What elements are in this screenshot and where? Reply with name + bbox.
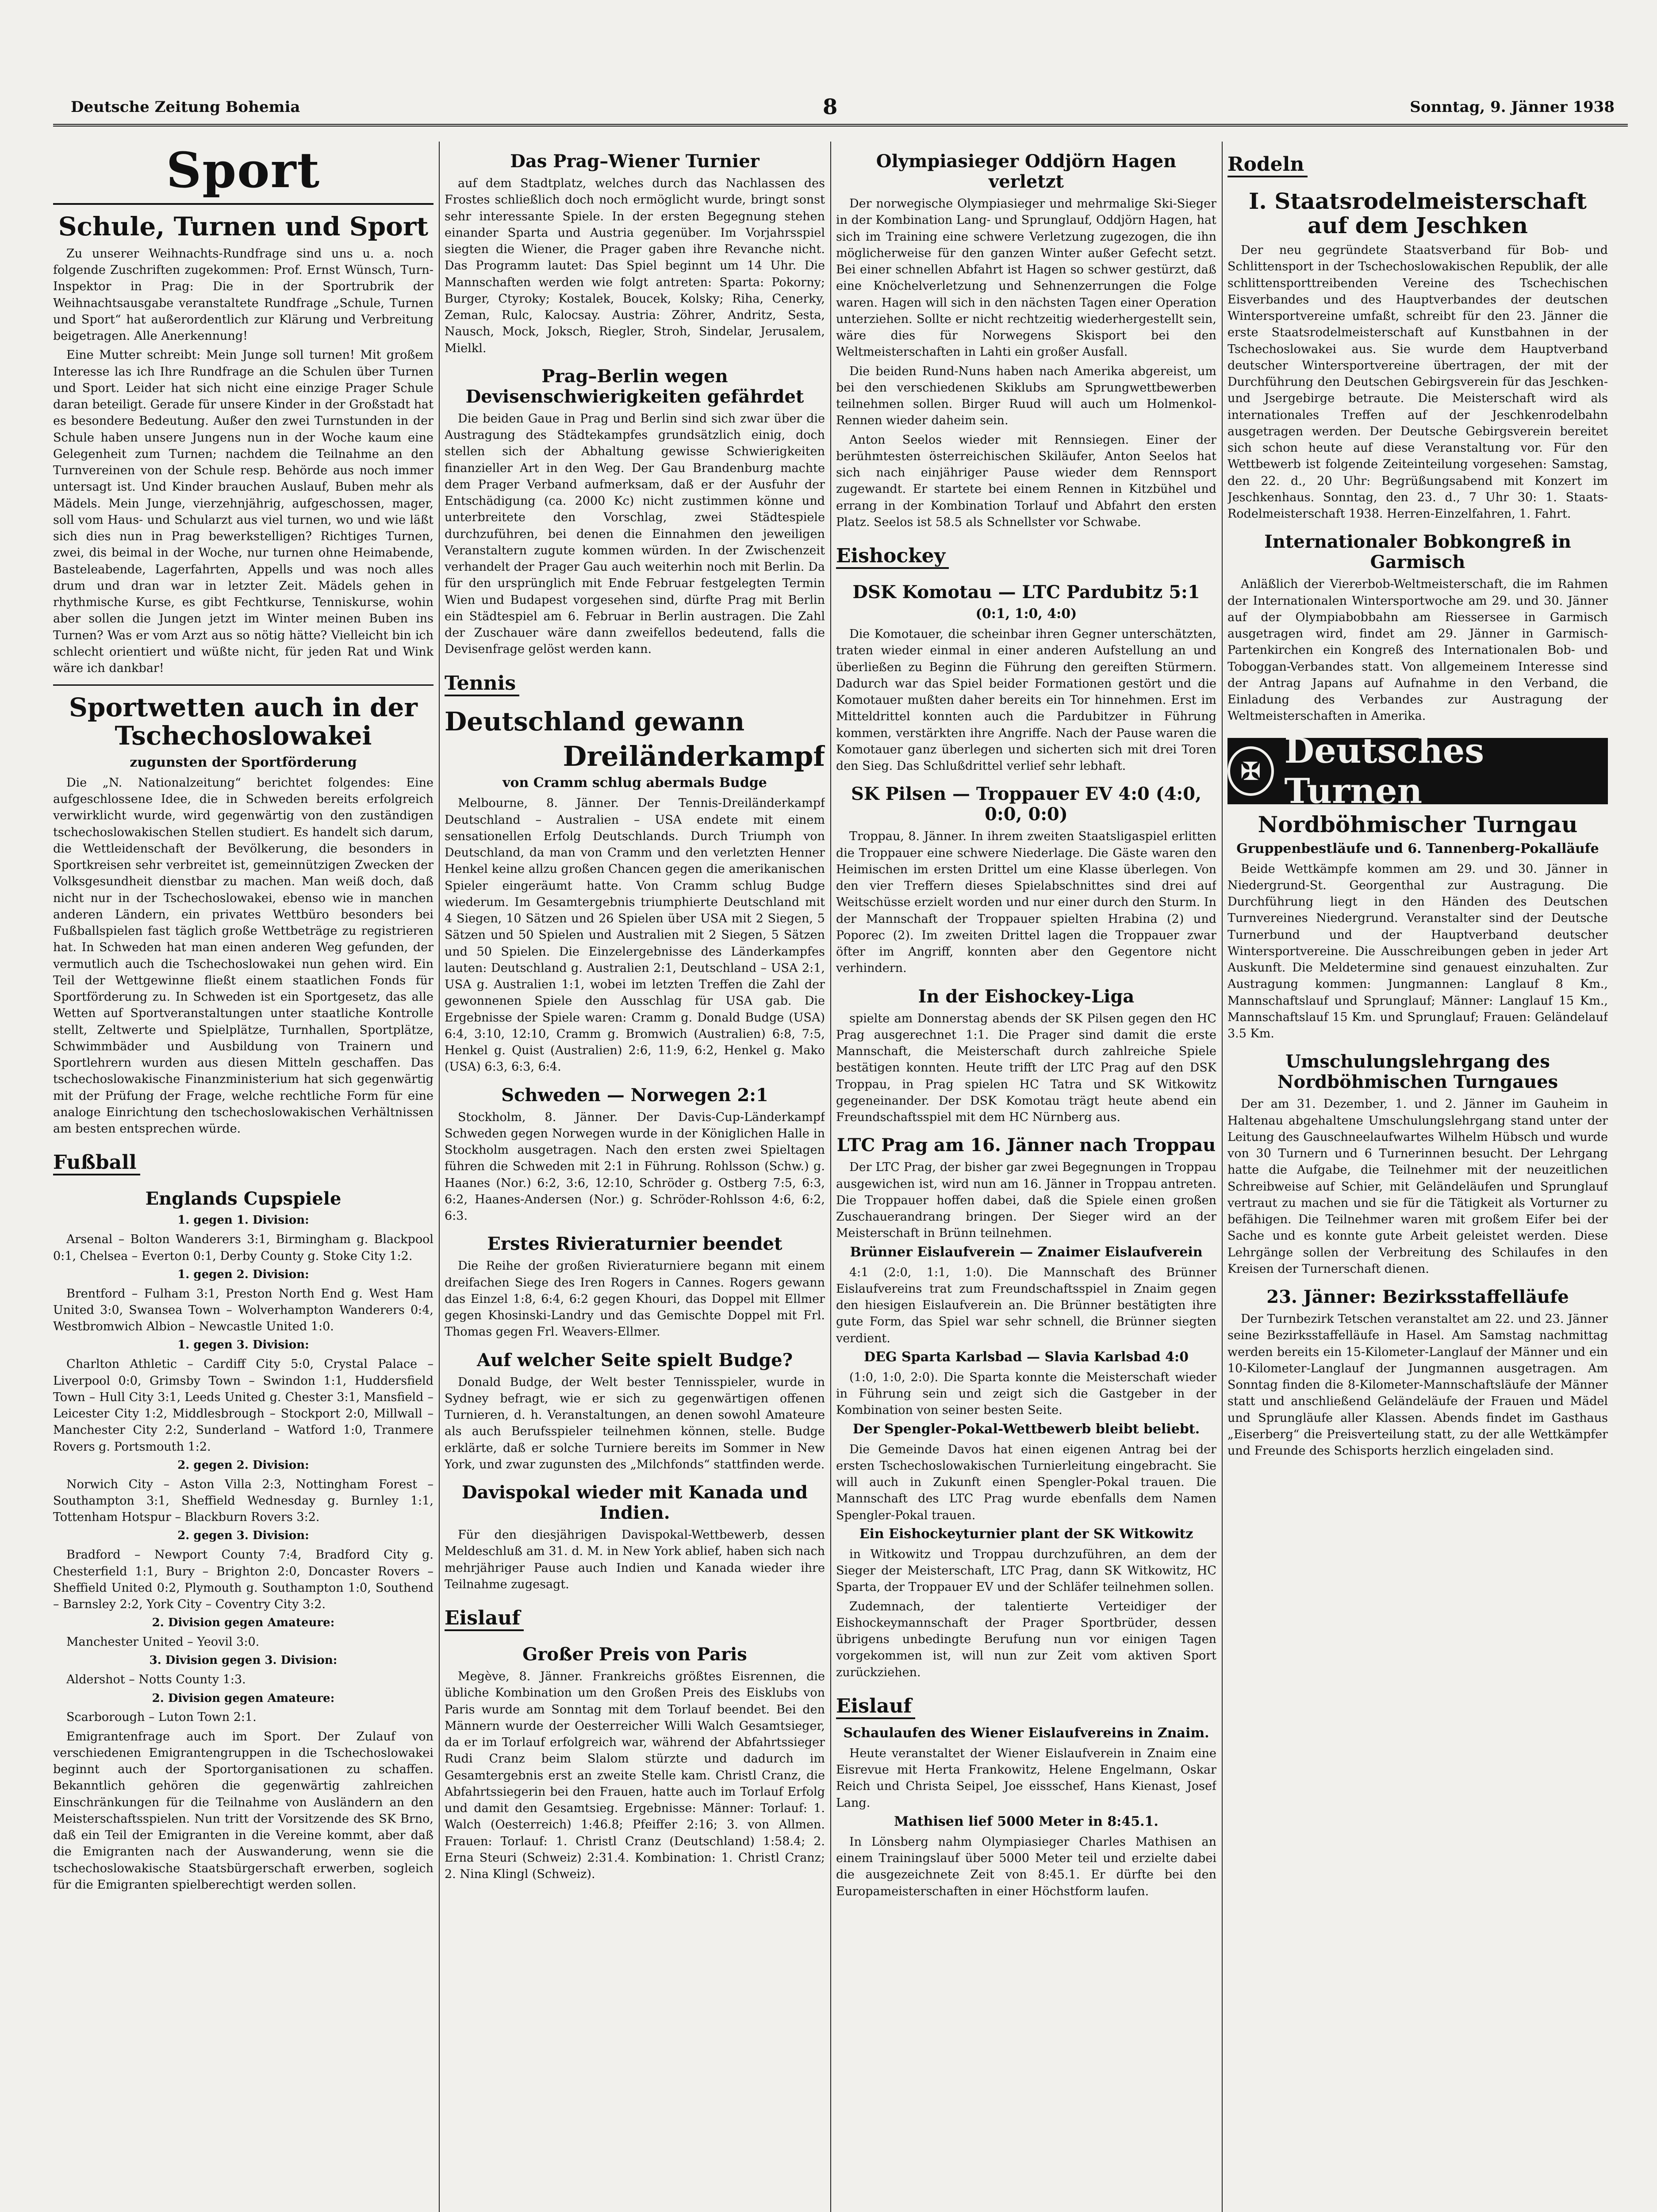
article-staatsrodelmeisterschaft: Der neu gegründete Staatsverband für Bob- und Schlittensport in der Tschechoslowakischen Republik, der alle schlittensporttreibenden Vereine des Tschechischen Eisverbandes und des Hauptverbandes der deutschen Wintersportvereine umfaßt, schreibt für den 23. Jänner die erste Staatsrodelmeisterschaft auf Kunstbahnen in der Tschechoslowakei aus. Sie wurde dem Hauptverband deutscher Wintersportvereine übertragen, der mit der Durchführung den Deutschen Gebirgsverein für das Jeschken- und Jsergebirge betraute. Die Meisterschaft wird als internationales Treffen auf der Jeschkenrodelbahn ausgetragen werden. Der Deutsche Gebirgsverein bereitet sich schon heute auf diese Veranstaltung vor. Für den Wettbewerb ist folgende Zeiteinteilung vorgesehen: Samstag, den 22. d., 20 Uhr: Begrüßungsabend mit Konzert im Jeschkenhaus. Sonntag, den 23. d., 7 Uhr 30: 1. Staats-Rodelmeisterschaft 1938. Herren-Einzelfahren, 1. Fahrt.: [1227, 243, 1608, 521]
article-witkowitz: in Witkowitz und Troppau durchzuführen, an dem der Sieger der Meisterschaft, LTC Prag, dann SK Witkowitz, HC Sparta, der Troppauer EV und der Schläfer teilnehmen sollen.: [836, 1547, 1216, 1594]
headline-bruenner: Brünner Eislaufverein — Znaimer Eislaufverein: [850, 1244, 1203, 1260]
column-4: [1227, 142, 1608, 2212]
section-fussball: Fußball: [53, 1151, 140, 1175]
division-label: 2. gegen 3. Division:: [177, 1529, 309, 1543]
column-3: [836, 142, 1216, 2212]
article-liga: spielte am Donnerstag abends der SK Pilsen gegen den HC Prag ausgerechnet 1:1. Die Prager sind damit die erste Mannschaft, die Meisterschaft durch zahlreiche Spiele bestätigen konnten. Heute trifft der LTC Prag auf den DSK Troppau, in Prag spielen HC Tatra und SK Witkowitz gegeneinander. Der DSK Komotau trägt heute abend ein Freundschaftsspiel mit dem HC Nürnberg aus.: [836, 1011, 1216, 1124]
article-melbourne: Melbourne, 8. Jänner. Der Tennis-Dreiländerkampf Deutschland – Australien – USA endete mit einem sensationellen Erfolg Deutschlands. Durch Triumph von Deutschland, da man von Cramm und den verletzten Henner Henkel keine allzu großen Chancen gegen die amerikanischen Spieler eingeräumt hatte. Von Cramm schlug Budge wiederum. Im Gesamtergebnis triumphierte Deutschland mit 4 Siegen, 10 Sätzen und 26 Spielen über USA mit 2 Siegen, 5 Sätzen und 50 Spielen und Australien mit 2 Siegen, 5 Sätzen und 50 Spielen. Die Einzelergebnisse des Länderkampfes lauten: Deutschland g. Australien 2:1, Deutschland – USA 2:1, USA g. Australien 1:1, wobei im letzten Treffen die Zahl der gewonnenen Spiele den Ausschlag für USA gab. Die Ergebnisse der Spiele waren: Cramm g. Donald Budge (USA) 6:4, 3:10, 12:10, Cramm g. Bromwich (Australien) 6:8, 7:5, Henkel g. Quist (Australien) 2:6, 11:9, 6:2, Henkel g. Mako (USA) 6:3, 6:3, 6:4.: [445, 796, 825, 1074]
results-text: Bradford – Newport County 7:4, Bradford City g. Chesterfield 1:1, Bury – Brighton 2:0, Doncaster Rovers – Sheffield United 0:2, Plymouth g. Southampton 1:0, Southend – Barnsley 2:2, York City – Coventry City 3:2.: [53, 1548, 433, 1612]
column-rule: [1222, 142, 1223, 2212]
deutsches-turnen-banner: [1227, 730, 1608, 811]
section-eislauf: Eislauf: [445, 1607, 524, 1631]
headline-schweden: Schweden — Norwegen 2:1: [501, 1084, 768, 1106]
headline-cupspiele: Englands Cupspiele: [145, 1188, 341, 1210]
newspaper-page: [53, 93, 1628, 2212]
article-davis: Für den diesjährigen Davispokal-Wettbewerb, dessen Meldeschluß am 31. d. M. in New York ablief, haben sich nach mehrjähriger Pause auch Indien und Kanada wieder ihre Teilnahme zugesagt.: [445, 1528, 825, 1591]
headline-komotau: DSK Komotau — LTC Pardubitz 5:1: [852, 582, 1200, 603]
headline-ltc: LTC Prag am 16. Jänner nach Troppau: [836, 1135, 1216, 1156]
results-text: Norwich City – Aston Villa 2:3, Nottingham Forest – Southampton 3:1, Sheffield Wednesday g. Burnley 1:1, Tottenham Hotspur – Blackburn Rovers 3:2.: [53, 1477, 433, 1525]
results-text: Aldershot – Notts County 1:3.: [66, 1673, 246, 1687]
results-text: Scarborough – Luton Town 2:1.: [66, 1710, 257, 1724]
score-komotau: (0:1, 1:0, 4:0): [975, 606, 1077, 622]
issue-date: Sonntag, 9. Jänner 1938: [1410, 98, 1615, 116]
subheadline-cramm: von Cramm schlug abermals Budge: [502, 775, 767, 791]
headline-witkowitz: Ein Eishockeyturnier plant der SK Witkowitz: [859, 1526, 1193, 1542]
sport-section-title: Sport: [53, 142, 433, 205]
section-rodeln: Rodeln: [1227, 153, 1308, 177]
headline-garmisch: Internationaler Bobkongreß in Garmisch: [1264, 531, 1571, 573]
headline-davis: Davispokal wieder mit Kanada und Indien.: [461, 1482, 808, 1524]
results-text: Arsenal – Bolton Wanderers 3:1, Birmingham g. Blackpool 0:1, Chelsea – Everton 0:1, Derby County g. Stoke City 1:2.: [53, 1233, 433, 1263]
article-schule: Zu unserer Weihnachts-Rundfrage sind uns u. a. noch folgende Zuschriften zugekommen: Prof. Ernst Wünsch, Turn-Inspektor in Prag: Die in der Sportrubrik der Weihnachtsausgabe veranstaltete Rundfrage „Schule, Turnen und Sport“ hat außerordentlich zur Klärung und Verbreitung beigetragen. Alle Anerkennung!: [53, 246, 433, 343]
section-tennis: Tennis: [445, 672, 519, 696]
headline-sportwetten: Sportwetten auch in der Tschechoslowakei: [69, 692, 418, 751]
headline-dreilaenderkampf: Dreiländerkampf: [563, 740, 825, 773]
headline-bezirksstaffel: 23. Jänner: Bezirksstaffelläufe: [1266, 1286, 1569, 1307]
headline-mathisen: Mathisen lief 5000 Meter in 8:45.1.: [894, 1813, 1158, 1829]
division-label: 1. gegen 3. Division:: [177, 1338, 309, 1352]
column-rule: [439, 142, 440, 2212]
results-text: Brentford – Fulham 3:1, Preston North End g. West Ham United 3:0, Swansea Town – Wolverhampton Wanderers 0:4, Westbromwich Albion – Newcastle United 1:0.: [53, 1286, 433, 1334]
division-label: 1. gegen 2. Division:: [177, 1267, 309, 1281]
headline-wiener: Schaulaufen des Wiener Eislaufvereins in Znaim.: [843, 1725, 1209, 1741]
page-header: [53, 93, 1628, 127]
article-mathisen: In Lönsberg nahm Olympiasieger Charles Mathisen an einem Trainingslauf über 5000 Meter teil und erzielte dabei die ausgezeichnete Zeit von 8:45.1. Er dürfte bei den Europameisterschaften in einer Höchstform laufen.: [836, 1835, 1216, 1898]
headline-paris: Großer Preis von Paris: [522, 1644, 747, 1665]
headline-staatsrodelmeisterschaft: I. Staatsrodelmeisterschaft auf dem Jeschken: [1249, 188, 1587, 238]
headline-spengler: Der Spengler-Pokal-Wettbewerb bleibt beliebt.: [852, 1421, 1200, 1437]
headline-sparta: DEG Sparta Karlsbad — Slavia Karlsbad 4:0: [864, 1349, 1189, 1365]
headline-umschulung: Umschulungslehrgang des Nordböhmischen Turngaues: [1277, 1051, 1558, 1093]
article-olympia: Der norwegische Olympiasieger und mehrmalige Ski-Sieger in der Kombination Lang- und Sprunglauf, Oddjörn Hagen, hat sich im Training eine schwere Verletzung zugezogen, die ihn möglicherweise für den ganzen Winter außer Gefecht setzt. Bei einer schnellen Abfahrt ist Hagen so schwer gestürzt, daß eine Knöchelverletzung und Sehnenzerrungen die Folge waren. Hagen will sich in den nächsten Tagen einer Operation unterziehen. Sollte er nicht rechtzeitig wiederhergestellt sein, wäre dies für Norwegens Skisport bei den Weltmeisterschaften in Lahti ein großer Ausfall.: [836, 197, 1216, 359]
section-eishockey: Eishockey: [836, 545, 949, 569]
division-label: 2. gegen 2. Division:: [177, 1458, 309, 1472]
headline-prag-berlin: Prag–Berlin wegen Devisenschwierigkeiten gefährdet: [465, 365, 804, 407]
subheadline-sportwetten: zugunsten der Sportförderung: [130, 754, 357, 770]
page-number: 8: [823, 95, 838, 119]
column-2: [445, 142, 825, 2212]
article-prag-berlin: Die beiden Gaue in Prag und Berlin sind sich zwar über die Austragung des Städtekampfes grundsätzlich einig, doch stellen sich der Abhaltung gewisse Schwierigkeiten finanzieller Art in den Weg. Der Gau Brandenburg machte dem Prager Verband aufmerksam, daß er der Ausfuhr der Entschädigung (ca. 2000 Kc) nicht zustimmen könne und unterbreitete den Vorschlag, zwei Städtespiele durchzuführen, bei denen die Einnahmen den jeweiligen Veranstaltern zugute kommen würden. In der Zwischenzeit verhandelt der Prager Gau auch weiterhin noch mit Berlin. Da für den ursprünglich mit Ende Februar festgelegten Termin Wien und Budapest vorgesehen sind, dürfte Prag mit Berlin ein Städtespiel am 6. Februar in Berlin austragen. Die Zahl der Zuschauer wäre dann zweifellos bedeutend, falls die Devisenfrage gelöst werden kann.: [445, 411, 825, 657]
article-turnier: auf dem Stadtplatz, welches durch das Nachlassen des Frostes schließlich doch noch ermöglicht wurde, bringt sonst sehr interessante Spiele. In der ersten Begegnung stehen einander Sparta und Austria gegenüber. Im Vorjahrsspiel siegten die Wiener, die Prager gaben ihre Revanche nicht. Das Programm lautet: Das Spiel beginnt um 14 Uhr. Die Mannschaften werden wie folgt antreten: Sparta: Pokorny; Burger, Ctyroky; Kostalek, Boucek, Kolsky; Riha, Cenerky, Zeman, Rulc, Kalocsay. Austria: Zöhrer, Andritz, Sesta, Nausch, Mock, Joksch, Riegler, Stroh, Sindelar, Jerusalem, Mielkl.: [445, 177, 825, 355]
results-text: Manchester United – Yeovil 3:0.: [66, 1635, 260, 1649]
article-sportwetten: Die „N. Nationalzeitung“ berichtet folgendes: Eine aufgeschlossene Idee, die in Schweden bereits erfolgreich verwirklicht wurde, wird gegenwärtig von den zuständigen tschechoslowakischen Stellen studiert. Es handelt sich darum, die Wettleidenschaft der Bevölkerung, die besonders in Sportkreisen sehr verbreitet ist, gemeinnützigen Zwecken der Volksgesundheit dienstbar zu machen. Man weiß doch, daß nicht nur in der Tschechoslowakei, ebenso wie in manchen anderen Ländern, ein privates Wettbüro besonders bei Fußballspielen fast täglich große Wettbeträge zu registrieren hat. In Schweden hat man einen anderen Weg gefunden, der vermutlich auch die Tschechoslowakei nun gehen wird. Ein Teil der Wettgewinne fließt einem staatlichen Fonds für Sportförderung zu. In Schweden ist ein Sportgesetz, das alle Wetten auf Sportveranstaltungen unter staatliche Kontrolle stellt, Zeltwerte und Spielplätze, Turnhallen, Sportplätze, Schwimmbäder und Ausbildung von Trainern und Sportlehrern wurden aus diesen Mitteln geschaffen. Das tschechoslowakische Finanzministerium hat sich gegenwärtig mit der Prüfung der Frage, welche rechtliche Form für eine analoge Einrichtung den tschechoslowakischen Verhältnissen am besten entsprechen würde.: [53, 776, 433, 1136]
column-1: [53, 142, 433, 2212]
subheadline-nordboehmischer-turngau: Gruppenbestläufe und 6. Tannenberg-Pokalläufe: [1236, 841, 1599, 856]
divider: [53, 684, 433, 686]
article-pilsen: Troppau, 8. Jänner. In ihrem zweiten Staatsligaspiel erlitten die Troppauer eine schwere Niederlage. Die Gäste waren den Heimischen im ersten Drittel um eine Klasse überlegen. Von den vier Treffern dieses Spielabschnittes sind drei auf Weitschüsse erzielt worden und nur einer durch den Sturm. In der Mannschaft der Troppauer spielten Hrabina (2) und Poporec (2). Im zweiten Drittel lagen die Troppauer zwar öfter im Angriff, konnten aber den Gegentore nicht verhindern.: [836, 830, 1216, 975]
headline-pilsen: SK Pilsen — Troppauer EV 4:0 (4:0, 0:0, 0:0): [851, 783, 1202, 825]
division-label: 1. gegen 1. Division:: [177, 1214, 309, 1227]
headline-schule: Schule, Turnen und Sport: [58, 211, 429, 242]
article-umschulung: Der am 31. Dezember, 1. und 2. Jänner im Gauheim in Haltenau abgehaltene Umschulungslehrgang stand unter der Leitung des Gauschneelaufwartes Wilhelm Hübsch und wurde von 30 Turnern und 6 Turnerinnen besucht. Der Lehrgang hatte die Aufgabe, die Teilnehmer mit der neuzeitlichen Schreibweise auf Schier, mit Geländeläufen und Sprunglauf vertraut zu machen und sie für die Tätigkeit als Vorturner zu befähigen. Die Teilnehmer waren mit großem Eifer bei der Sache und es konnte gute Arbeit geleistet werden. Diese Lehrgänge sollen der Verbreitung des Schilaufes in den Kreisen der Turnerschaft dienen.: [1227, 1097, 1608, 1276]
article-gasteiner: Zudemnach, der talentierte Verteidiger der Eishockeymannschaft der Prager Sportbrüder, dessen übrigens unbedingte Berufung nun vor einigen Tagen vorgekommen ist, will nun zur Zeit vom aktiven Sport zurückziehen.: [836, 1599, 1216, 1679]
article-riviera: Die Reihe der großen Rivieraturniere begann mit einem dreifachen Siege des Iren Rogers in Cannes. Rogers gewann das Einzel 1:8, 6:4, 6:2 gegen Khouri, das Doppel mit Ellmer gegen Khosinski-Landry und das Gemischte Doppel mit Frl. Thomas gegen Frl. Weavers-Ellmer.: [445, 1259, 825, 1339]
headline-budge: Auf welcher Seite spielt Budge?: [476, 1349, 793, 1371]
headline-nordboehmischer-turngau: Nordböhmischer Turngau: [1258, 811, 1578, 837]
article-seelos: Anton Seelos wieder mit Rennsiegen. Einer der berühmtesten österreichischen Skiläufer, Anton Seelos hat sich nach einjähriger Pause wieder dem Rennsport zugewandt. Er startete bei einem Rennen in Kitzbühel und errang in der Kombination Torlauf und Abfahrt den ersten Platz. Seelos ist 58.5 als Schnellster vor Schwabe.: [836, 433, 1216, 529]
results-text: Charlton Athletic – Cardiff City 5:0, Crystal Palace – Liverpool 0:0, Grimsby Town – Swindon 1:1, Huddersfield Town – Hull City 3:1, Leeds United g. Chester 3:1, Mansfield – Leicester City 1:2, Middlesbrough – Stockport 2:0, Millwall – Manchester City 2:2, Sunderland – Watford 1:0, Tranmere Rovers g. Portsmouth 1:2.: [53, 1357, 433, 1454]
division-label: 3. Division gegen 3. Division:: [149, 1654, 338, 1667]
article-garmisch: Anläßlich der Viererbob-Weltmeisterschaft, die im Rahmen der Internationalen Wintersportwoche am 29. und 30. Jänner auf der Olympiabobbahn am Riessersee in Garmisch ausgetragen wird, findet am 29. Jänner in Garmisch-Partenkirchen ein Kongreß des Internationalen Bob- und Toboggan-Verbandes statt. Von allgemeinem Interesse sind der Antrag Japans auf Aufnahme in den Verband, die Einladung des Verbandes zur Austragung der Weltmeisterschaften in Amerika.: [1227, 577, 1608, 723]
section-eislauf-2: Eislauf: [836, 1695, 915, 1719]
article-bezirksstaffel: Der Turnbezirk Tetschen veranstaltet am 22. und 23. Jänner seine Bezirksstaffelläufe in Hasel. Am Samstag nachmittag werden bereits ein 15-Kilometer-Langlauf der Männer und ein 10-Kilometer-Langlauf der Jungmannen ausgetragen. Am Sonntag finden die 8-Kilometer-Mannschaftsläufe der Männer statt und anschließend Geländeläufe der Frauen und Mädel und Sprungläufe aller Klassen. Abends findet im Gasthaus „Eiserberg“ die Preisverteilung statt, zu der alle Wettkämpfer und Freunde des Schisports herzlich eingeladen sind.: [1227, 1312, 1608, 1458]
article-wiener: Heute veranstaltet der Wiener Eislaufverein in Znaim eine Eisrevue mit Herta Frankowitz, Helene Engelmann, Oskar Reich und Christa Seipel, Joe eissschef, Hans Kienast, Josef Lang.: [836, 1746, 1216, 1810]
banner-title: Deutsches Turnen: [1284, 730, 1484, 811]
article-sparta: (1:0, 1:0, 2:0). Die Sparta konnte die Meisterschaft wieder in Führung sein und zeigt sich die Gastgeber in der Kombination von seiner besten Seite.: [836, 1370, 1216, 1417]
newspaper-name: Deutsche Zeitung Bohemia: [71, 98, 300, 116]
article-nordboehmischer-turngau: Beide Wettkämpfe kommen am 29. und 30. Jänner in Niedergrund-St. Georgenthal zur Austragung. Die Durchführung liegt in den Händen des Deutschen Turnvereines Niedergrund. Veranstalter sind der Deutsche Turnerbund und der Hauptverband deutscher Wintersportvereine. Die Ausschreibungen geben in jeder Art Auskunft. Die Meldetermine sind genauest einzuhalten. Zur Austragung kommen: Jungmannen: Langlauf 8 Km., Mannschaftslauf und Sprunglauf; Männer: Langlauf 15 Km., Mannschaftslauf 15 Km. und Sprunglauf; Frauen: Geländelauf 3.5 Km.: [1227, 862, 1608, 1041]
article-mutter: Eine Mutter schreibt: Mein Junge soll turnen! Mit großem Interesse las ich Ihre Rundfrage an die Schulen über Turnen und Sport. Leider hat sich nicht eine einzige Prager Schule daran beteiligt. Gerade für unsere Kinder in der Großstadt hat es besondere Bedeutung. Außer den zwei Turnstunden in der Schule haben unsere Jungens nun in der Woche kaum eine Gelegenheit zum Turnen; nachdem die Teilnahme an den Turnvereinen von der Schule resp. Behörde aus noch immer untersagt ist. Und Kinder brauchen Auslauf, Buben mehr als Mädels. Mein Junge, vierzehnjährig, aufgeschossen, mager, soll vom Haus- und Schularzt aus viel turnen, wo und wie läßt sich dies nun in Prag bewerkstelligen? Richtiges Turnen, zwei, dis beimal in der Woche, nur turnen ohne Heimabende, Basteleabende, Lagerfahrten, Appells und was noch alles drum und dran war in letzter Zeit. Mädels gehen in rhythmische Kurse, es gibt Fechtkurse, Tenniskurse, wohin aber sollen die Jungen jetzt im Winter meinen Buben ins Turnen? Was er vom Arzt aus so nötig hätte? Vielleicht bin ich schlecht orientiert und wüßte nicht, für jeden Rat und Wink wäre ich dankbar!: [53, 348, 433, 676]
turner-cross-icon: ✠: [1227, 746, 1274, 796]
column-rule: [830, 142, 831, 2212]
division-label: 2. Division gegen Amateure:: [152, 1616, 335, 1630]
article-budge: Donald Budge, der Welt bester Tennisspieler, wurde in Sydney befragt, wie er sich zu gegenwärtigen offenen Turnieren, d. h. Veranstaltungen, an denen sowohl Amateure als auch Berufsspieler teilnehmen können, stelle. Budge erklärte, daß er solche Turniere bereits im Sommer in New York, und zwar zugunsten des „Milchfonds“ stattfinden werde.: [445, 1375, 825, 1471]
headline-olympia: Olympiasieger Oddjörn Hagen verletzt: [876, 151, 1177, 192]
headline-liga: In der Eishockey-Liga: [918, 986, 1135, 1007]
article-ltc: Der LTC Prag, der bisher gar zwei Begegnungen in Troppau ausgewichen ist, wird nun am 16. Jänner in Troppau antreten. Die Troppauer hoffen dabei, daß die Spiele einen großen Zuschauerandrang bringen. Der Sieger wird an der Meisterschaft in Brünn teilnehmen.: [836, 1160, 1216, 1240]
article-komotau: Die Komotauer, die scheinbar ihren Gegner unterschätzten, traten wieder einmal in einer anderen Aufstellung an und überließen zu Beginn die Führung den gereiften Stürmern. Dadurch war das Spiel beider Formationen gestört und die Komotauer mußten daher bereits ein Tor hinnehmen. Erst im Mitteldrittel konnten auch die Pardubitzer in Führung kommen, verstärkten ihre Angriffe. Nach der Pause waren die Komotauer ganz überlegen und sicherten sich mit drei Toren den Sieg. Das Schlußdrittel verlief sehr lebhaft.: [836, 627, 1216, 773]
headline-riviera: Erstes Rivieraturnier beendet: [487, 1233, 782, 1255]
article-spengler: Die Gemeinde Davos hat einen eigenen Antrag bei der ersten Tschechoslowakischen Turnierleitung eingebracht. Sie will auch in Zukunft einen Spengler-Pokal trauen. Die Mannschaft des LTC Prag wurde ebenfalls dem Namen Spengler-Pokal trauen.: [836, 1442, 1216, 1522]
headline-deutschland: Deutschland gewann: [445, 706, 745, 737]
article-paris: Megève, 8. Jänner. Frankreichs größtes Eisrennen, die übliche Kombination um den Großen Preis des Eisklubs von Paris wurde am Sonntag mit dem Torlauf beendet. Bei den Männern wurde der Oesterreicher Willi Walch Gesamtsieger, da er im Torlauf erfolgreich war, während der Abfahrtssieger Rudi Cranz beim Slalom stürzte und dadurch im Gesamtergebnis erst an zweite Stelle kam. Christl Cranz, die Abfahrtssiegerin bei den Frauen, hatte auch im Torlauf Erfolg und damit den Gesamtsieg. Ergebnisse: Männer: Torlauf: 1. Walch (Oesterreich) 1:46.8; Pfeiffer 2:16; 3. von Allmen. Frauen: Torlauf: 1. Christl Cranz (Deutschland) 1:58.4; 2. Erna Steuri (Schweiz) 2:31.4. Kombination: 1. Christl Cranz; 2. Nina Klingl (Schweiz).: [445, 1670, 825, 1882]
headline-turnier: Das Prag–Wiener Turnier: [510, 151, 759, 172]
article-emigranten: Emigrantenfrage auch im Sport. Der Zulauf von verschiedenen Emigrantengruppen in die Tschechoslowakei beginnt auch der Sportorganisationen zu schaffen. Bekanntlich gehören die gegenwärtig zahlreichen Einschränkungen für die Teilnahme von Ausländern an den Meisterschaftsspielen. Nun tritt der Vorsitzende des SK Brno, daß ein Teil der Emigranten in die Vereine kommt, aber daß die Emigranten nach der Auswanderung, wenn sie die tschechoslowakische Staatsbürgerschaft erwerben, sogleich für die Emigranten spielberechtigt werden sollen.: [53, 1729, 433, 1892]
division-label: 2. Division gegen Amateure:: [152, 1691, 335, 1705]
article-bruenner: 4:1 (2:0, 1:1, 1:0). Die Mannschaft des Brünner Eislaufvereins trat zum Freundschaftsspiel in Znaim gegen den hiesigen Eislaufverein an. Die Brünner bestätigten ihre gute Form, das Spiel war sehr schnell, die Brünner siegten verdient.: [836, 1265, 1216, 1345]
article-schweden: Stockholm, 8. Jänner. Der Davis-Cup-Länderkampf Schweden gegen Norwegen wurde in der Königlichen Halle in Stockholm ausgetragen. Nach den ersten zwei Spieltagen führen die Schweden mit 2:1 in Führung. Rohlsson (Schw.) g. Haanes (Nor.) 6:2, 3:6, 12:10, Schröder g. Ostberg 7:5, 6:3, 6:2, Haanes-Andersen (Nor.) g. Schröder-Rohlsson 4:6, 6:2, 6:3.: [445, 1110, 825, 1223]
article-ruud: Die beiden Rund-Nuns haben nach Amerika abgereist, um bei den verschiedenen Skiklubs am Sprungwettbewerben teilnehmen sollen. Birger Ruud will auch um Holmenkol-Rennen wieder daheim sein.: [836, 364, 1216, 428]
